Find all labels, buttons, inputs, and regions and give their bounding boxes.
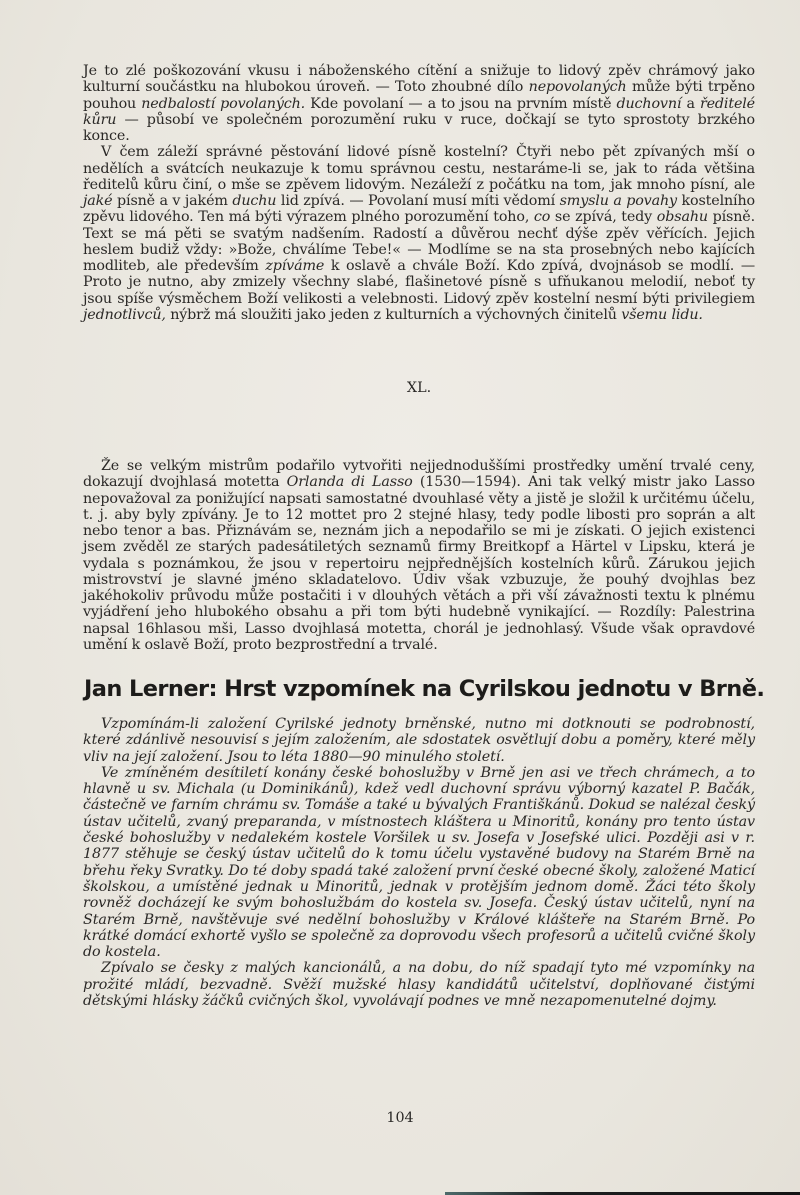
page-number: 104 <box>386 1110 414 1126</box>
section-number: XL. <box>406 380 432 396</box>
text-run: Zpívalo se česky z malých kancionálů, a na dobu, do níž spadají tyto mé vzpomínky na prožité mládí, bezvadně. Svěží mužské hlasy kandidátů učitelství, doplňované čistými dětskými hlásky žáčků cvičných škol, vyvolávají podnes ve mně nezapomenutelné dojmy. <box>83 960 755 1010</box>
text-run: písně. Text se má pěti se svatým nadšením. Radostí a důvěrou nechť dýše zpěv věřících. Jejich heslem budiž vždy: »Bože, chválíme Tebe!« — Modlíme se na sta prosebných nebo kajících modliteb, ale především <box>83 209 755 274</box>
italic-run: jaké <box>83 193 113 209</box>
paragraph <box>83 458 755 653</box>
italic-run: obsahu <box>656 209 708 226</box>
text-run: Že se velkým mistrům podařilo vytvořiti nejjednoduššími prostředky umění trvalé ceny, dokazují dvojhlasá motetta <box>83 458 755 491</box>
text-run: písně a v jakém <box>112 193 233 209</box>
text-run: nýbrž má sloužiti jako jeden z kulturních a výchovných činitelů <box>165 306 622 323</box>
text-run: může býti trpěno pouhou <box>83 79 756 112</box>
paragraph <box>83 63 755 144</box>
text-run: Kde povolaní — a to jsou na prvním místě <box>305 95 617 112</box>
paragraph <box>83 144 755 323</box>
italic-run: duchu <box>232 193 277 209</box>
text-run: V čem záleží správné pěstování lidové písně kostelní? Čtyři nebo pět zpívaných mší o nedělích a svátcích neukazuje k tomu správnou cestu, nestaráme-li se, jak to ráda většina ředitelů kůru činí, o mše se zpěvem lidovým. Nezáleží z počátku na tom, jak mnoho písní, ale <box>83 144 755 193</box>
article-heading: Jan Lerner: Hrst vzpomínek na Cyrilskou jednotu v Brně. <box>84 676 765 702</box>
text-run: Je to zlé poškozování vkusu i náboženského cítění a snižuje to lidový zpěv chrámový jako kulturní součástku na hlubokou úroveň. — Toto zhoubné dílo <box>83 63 755 96</box>
italic-run: jednotlivců, <box>83 306 166 323</box>
text-run: se zpívá, tedy <box>550 209 657 226</box>
italic-run: všemu lidu. <box>621 306 703 323</box>
section-1-text <box>83 63 755 323</box>
italic-run: Orlanda di Lasso <box>286 474 413 491</box>
text-run: kostelního zpěvu lidového. Ten má býti výrazem plného porozumění toho, <box>83 193 755 226</box>
text-run: Ve zmíněném desítiletí konány české bohoslužby v Brně jen asi ve třech chrámech, a to hlavně u sv. Michala (u Dominikánů), kdež vedl duchovní správu výborný kazatel P. Bačák, částečně ve farním chrámu sv. Tomáše a také u bývalých Františkánů. Dokud se nalézal český ústav učitelů, zvaný preparanda, v místnostech kláštera u Minoritů, konány pro tento ústav české bohoslužby v nedalekém kostele Voršilek u sv. Josefa v Josefské ulici. Později asi v r. 1877 stěhuje se český ústav učitelů do k tomu účelu vystavěné budovy na Starém Brně na břehu řeky Svratky. Do té doby spadá také založení první české obecné školy, založené Maticí školskou, a umístěné jednak u Minoritů, jednak v protějším jednom domě. Žáci této školy rovněž docházejí ke svým bohoslužbám do kostela sv. Josefa. Český ústav učitelů, nyní na Starém Brně, navštěvuje své nedělní bohoslužby v Králové klášteře na Starém Brně. Po krátké domácí exhortě vyšlo se společně za doprovodu všech profesorů a učitelů cvičné školy do kostela. <box>83 764 755 961</box>
italic-run: nedbalostí povolaných. <box>141 95 306 112</box>
italic-run: ředitelé kůru <box>83 95 755 128</box>
italic-run: smyslu a povahy <box>559 193 677 209</box>
italic-run: duchovní <box>616 95 682 112</box>
text-run: k oslavě a chvále Boží. Kdo zpívá, dvojnásob se modlí. — Proto je nutno, aby zmizely všechny slabé, flašinetové písně s ufňukanou melodií, neboť ty jsou spíše výsměchem Boží velikosti a velebnosti. Lidový zpěv kostelní nesmí býti privilegiem <box>83 258 756 307</box>
text-run: lid zpívá. — Povolaní musí míti vědomí <box>276 193 560 209</box>
text-run: Vzpomínám-li založení Cyrilské jednoty brněnské, nutno mi dotknouti se podrobností, které zdánlivě nesouvisí s jejím založením, ale sdostatek osvětlují dobu a poměry, které měly vliv na její založení. Jsou to léta 1880—90 minulého století. <box>83 716 755 765</box>
paragraph <box>83 960 755 1009</box>
text-run: — působí ve společném porozumění ruku v ruce, dočkají se tyto sprostoty brzkého konce. <box>83 111 755 144</box>
section-2-text <box>83 458 755 653</box>
text-run: a <box>681 95 700 112</box>
paragraph <box>83 716 755 765</box>
italic-run: co <box>533 209 551 226</box>
paragraph <box>83 765 755 961</box>
text-run: (1530—1594). Ani tak velký mistr jako Lasso nepovažoval za ponižující napsati samostatné dvouhlasé věty a jistě je složil k určitému účelu, t. j. aby byly zpívány. Je to 12 mottet pro 2 stejné hlasy, tedy podle libosti pro soprán a alt nebo tenor a bas. Přiznávám se, neznám jich a nepodařilo se mi je získati. O jejich existenci jsem zvěděl ze starých padesátiletých seznamů firmy Breitkopf a Härtel v Lipsku, která je vydala s poznámkou, že jsou v repertoiru nejpřednějších kostelních kůrů. Zárukou jejich mistrovství je slavné jméno skladatelovo. Údiv však vzbuzuje, že pouhý dvojhlas bez jakéhokoliv průvodu může postačiti i v dlouhých větách a při vší závažnosti textu k plnému vyjádření jeho hlubokého obsahu a při tom býti hudebně vynikající. — Rozdíly: Palestrina napsal 16hlasou mši, Lasso dvojhlasá motetta, chorál je jednohlasý. Všude však opravdové umění k oslavě Boží, proto bezprostřední a trvalé. <box>83 474 755 653</box>
article-body <box>83 716 755 1009</box>
italic-run: nepovolaných <box>528 79 627 96</box>
italic-run: zpíváme <box>265 258 325 274</box>
